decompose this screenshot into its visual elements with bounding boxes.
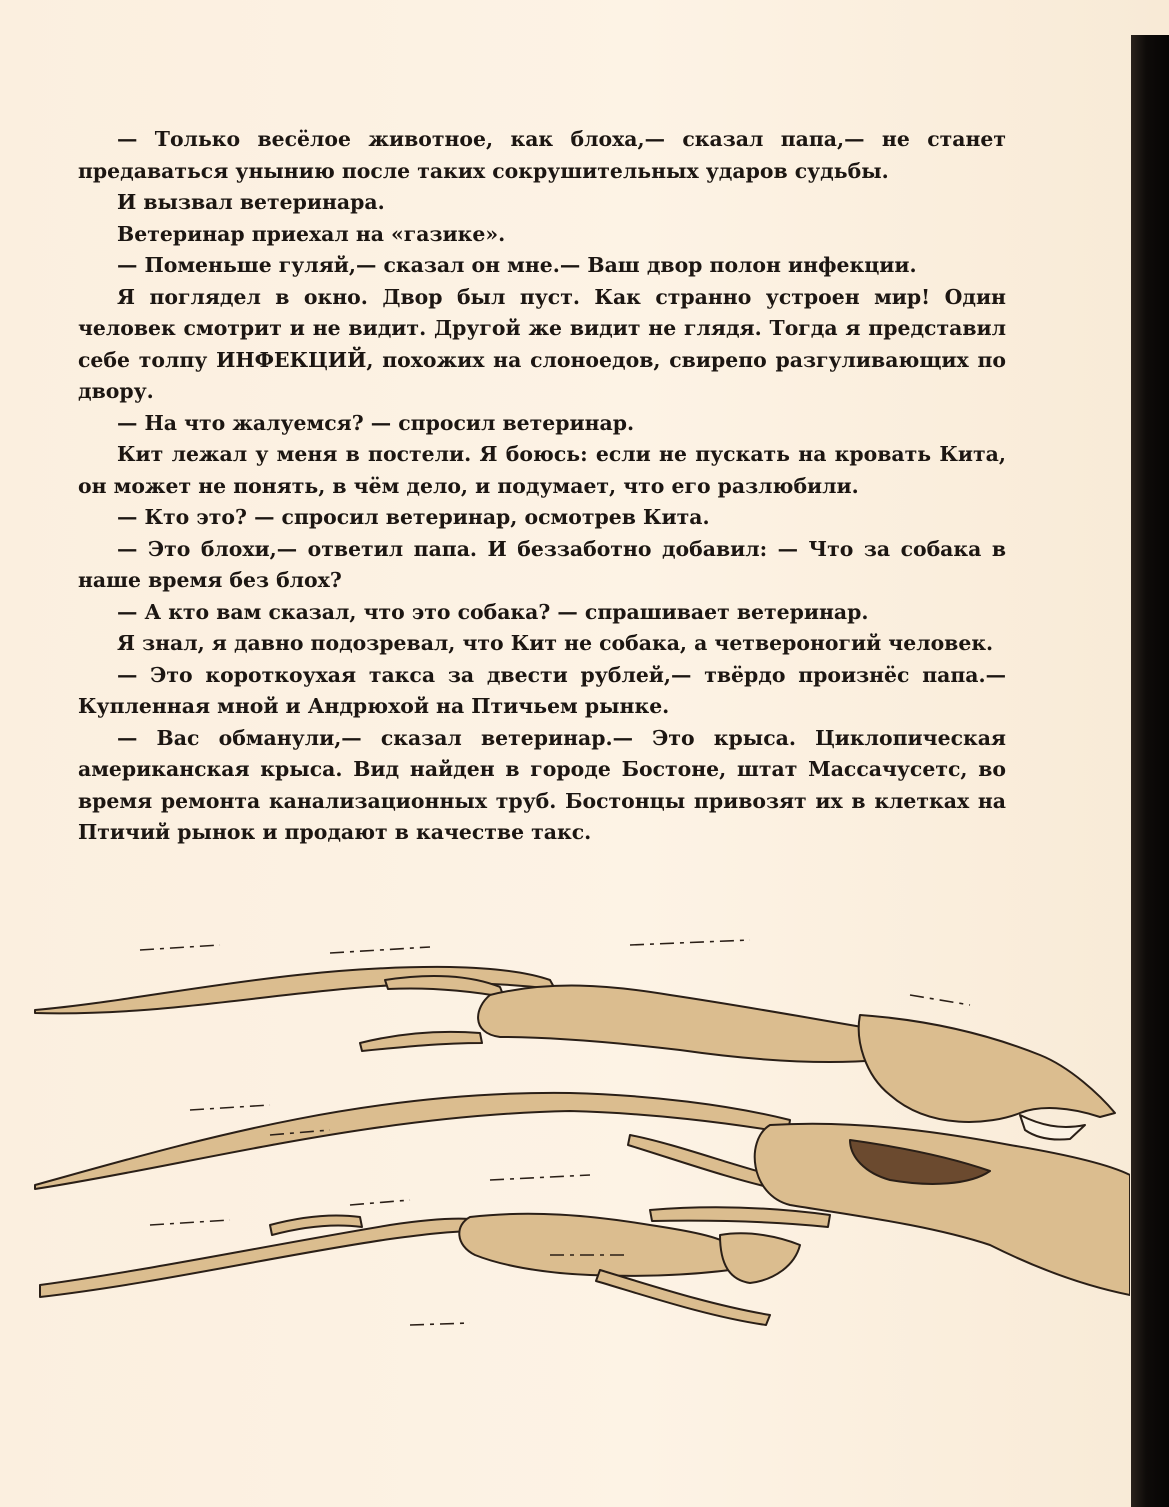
rat-bottom-tail bbox=[40, 1219, 480, 1297]
paragraph-4: — Поменьше гуляй,— сказал он мне.— Ваш двор полон инфекции. bbox=[117, 253, 917, 277]
motion-line bbox=[150, 1220, 230, 1225]
paragraph-8: — Кто это? — спросил ветеринар, осмотрев Кита. bbox=[117, 505, 710, 529]
motion-line bbox=[910, 995, 970, 1005]
paragraph-13: — Вас обманули,— сказал ветеринар.— Это крыса. Циклопическая американская крыса. Вид найден в городе Бостоне, штат Массачусетс, во время ремонта канализационных труб. Бостонцы привозят их в клетках на Птичий рынок и продают в качестве такс. bbox=[78, 725, 1006, 844]
paragraph-9: — Это блохи,— ответил папа. И беззаботно добавил: — Что за собака в наше время без блох? bbox=[78, 536, 1006, 592]
motion-line bbox=[190, 1105, 270, 1110]
paragraph-6: — На что жалуемся? — спросил ветеринар. bbox=[117, 410, 635, 435]
paragraph-12: — Это короткоухая такса за двести рублей,— твёрдо произнёс папа.— Купленная мной и Андрюхой на Птичьем рынке. bbox=[78, 662, 1006, 718]
paragraph-5: Я поглядел в окно. Двор был пуст. Как странно устроен мир! Один человек смотрит и не видит. Другой же видит не глядя. Тогда я представил себе толпу ИНФЕКЦИЙ, похожих на слоноедов, свирепо разгуливающих по двору. bbox=[78, 284, 1006, 403]
rat-top-body bbox=[478, 986, 880, 1062]
story-text bbox=[78, 124, 1006, 849]
motion-line bbox=[490, 1175, 590, 1180]
rat-top bbox=[35, 967, 1115, 1140]
rat-bottom bbox=[40, 1214, 800, 1325]
rat-top-front-leg bbox=[360, 1032, 482, 1051]
motion-line bbox=[630, 940, 750, 945]
rat-middle-body bbox=[755, 1124, 1130, 1295]
rat-bottom-head bbox=[720, 1233, 800, 1283]
motion-line bbox=[410, 1323, 470, 1325]
rat-middle-hind-leg bbox=[650, 1207, 830, 1227]
motion-line bbox=[140, 945, 220, 950]
paragraph-2: И вызвал ветеринара. bbox=[117, 190, 385, 214]
paragraph-3: Ветеринар приехал на «газике». bbox=[117, 221, 506, 246]
book-spine-edge bbox=[1131, 35, 1169, 1507]
rat-bottom-body bbox=[459, 1214, 730, 1276]
paragraph-10: — А кто вам сказал, что это собака? — спрашивает ветеринар. bbox=[117, 599, 869, 624]
paragraph-7: Кит лежал у меня в постели. Я боюсь: если не пускать на кровать Кита, он может не понять, в чём дело, и подумает, что его разлюбили. bbox=[78, 442, 1006, 498]
motion-line bbox=[330, 947, 430, 953]
paragraph-1: — Только весёлое животное, как блоха,— сказал папа,— не станет предаваться унынию после таких сокрушительных ударов судьбы. bbox=[78, 127, 1006, 183]
rat-middle-tail bbox=[35, 1093, 790, 1189]
rats-illustration bbox=[30, 925, 1130, 1405]
rat-top-mouth bbox=[1020, 1115, 1085, 1140]
paragraph-11: Я знал, я давно подозревал, что Кит не собака, а четвероногий человек. bbox=[117, 631, 994, 655]
motion-line bbox=[350, 1200, 410, 1205]
rat-top-head bbox=[859, 1015, 1115, 1122]
